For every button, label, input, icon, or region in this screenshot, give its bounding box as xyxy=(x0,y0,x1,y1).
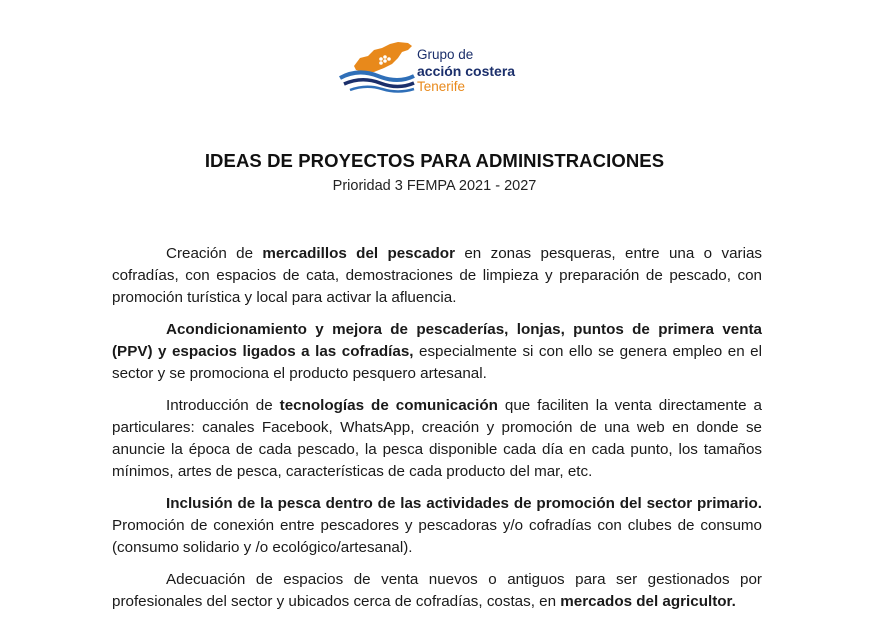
text-run: especialmente si con ello se genera empleo en el sector y se promociona el producto pesquero artesanal. xyxy=(112,343,762,382)
document-subtitle: Prioridad 3 FEMPA 2021 - 2027 xyxy=(332,178,537,194)
logo-text-line3: Tenerife xyxy=(417,79,466,94)
organization-logo xyxy=(338,38,538,98)
bold-text: tecnologías de comunicación xyxy=(279,397,498,414)
bold-text: Inclusión de la pesca dentro de las actividades de promoción del sector primario. xyxy=(166,495,762,512)
paragraph xyxy=(112,493,762,559)
bold-text: mercados del agricultor. xyxy=(560,593,736,610)
paragraph xyxy=(112,319,762,385)
logo-text-line1: Grupo de xyxy=(417,47,474,62)
text-run: que faciliten la venta directamente a particulares: canales Facebook, WhatsApp, creación y promoción de una web en donde se anuncie la época de cada pescado, la pesca disponible cada día en cada punto, los tamaños mínimos, artes de pesca, características de cada producto del mar, etc. xyxy=(112,397,762,480)
paragraph xyxy=(112,395,762,483)
text-run: Introducción de xyxy=(166,397,280,414)
bold-text: Acondicionamiento y mejora de pescaderías, lonjas, puntos de primera venta (PPV) y espacios ligados a las cofradías, xyxy=(112,321,762,360)
paragraph xyxy=(112,243,762,309)
document-body xyxy=(112,243,762,623)
text-run: Adecuación de espacios de venta nuevos o antiguos para ser gestionados por profesionales del sector y ubicados cerca de cofradías, costas, en xyxy=(112,571,762,610)
text-run: Promoción de conexión entre pescadores y pescadoras y/o cofradías con clubes de consumo (consumo solidario y /o ecológico/artesanal). xyxy=(112,517,762,556)
tenerife-island-logo-icon xyxy=(338,38,416,96)
text-run: Creación de xyxy=(166,245,263,262)
text-run: en zonas pesqueras, entre una o varias cofradías, con espacios de cata, demostraciones de limpieza y preparación de pescado, con promoción turística y local para activar la afluencia. xyxy=(112,245,762,306)
document-title: IDEAS DE PROYECTOS PARA ADMINISTRACIONES xyxy=(204,150,665,171)
paragraph xyxy=(112,569,762,613)
bold-text: mercadillos del pescador xyxy=(262,245,455,262)
logo-text-line2: acción costera xyxy=(417,63,516,79)
